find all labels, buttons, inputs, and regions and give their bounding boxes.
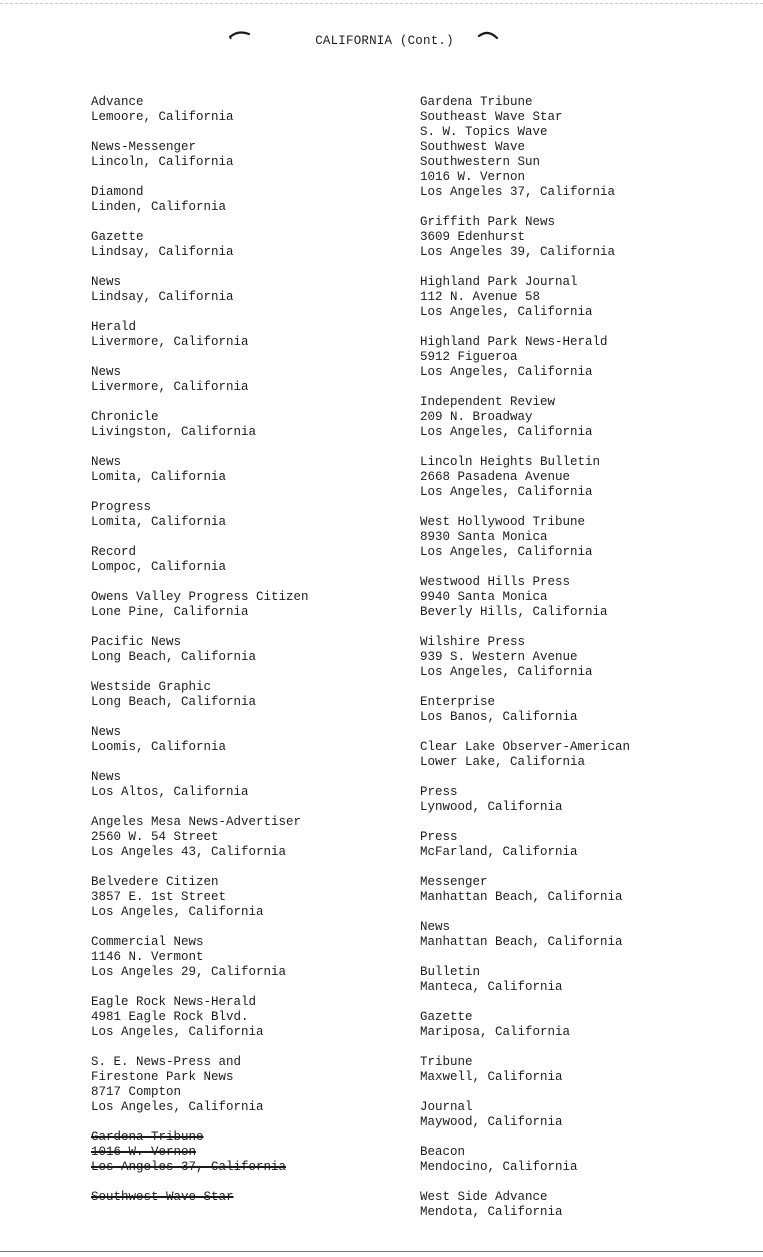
newspaper-name: News xyxy=(91,770,122,784)
address-line: Linden, California xyxy=(91,200,227,214)
left-column xyxy=(91,95,391,1220)
newspaper-entry xyxy=(420,1190,750,1220)
page-title: CALIFORNIA (Cont.) xyxy=(315,34,454,48)
newspaper-name: Gardena Tribune xyxy=(91,1130,204,1144)
newspaper-name: Highland Park Journal xyxy=(420,275,578,289)
address-line: 939 S. Western Avenue xyxy=(420,650,578,664)
newspaper-entry xyxy=(420,695,750,725)
newspaper-entry xyxy=(420,395,750,440)
address-line: Southwest Wave xyxy=(420,140,526,154)
address-line: Livermore, California xyxy=(91,335,249,349)
newspaper-entry xyxy=(420,635,750,680)
address-line: Beverly Hills, California xyxy=(420,605,608,619)
newspaper-name: News xyxy=(91,365,122,379)
newspaper-entry xyxy=(420,965,750,995)
newspaper-name: Record xyxy=(91,545,137,559)
address-line: Manteca, California xyxy=(420,980,563,994)
address-line: Firestone Park News xyxy=(91,1070,234,1084)
newspaper-name: Diamond xyxy=(91,185,144,199)
address-line: Manhattan Beach, California xyxy=(420,890,623,904)
address-line: Los Angeles, California xyxy=(420,485,593,499)
newspaper-name: Herald xyxy=(91,320,137,334)
address-line: Lindsay, California xyxy=(91,245,234,259)
newspaper-entry xyxy=(91,1130,391,1175)
address-line: 5912 Figueroa xyxy=(420,350,518,364)
newspaper-name: Wilshire Press xyxy=(420,635,526,649)
newspaper-entry xyxy=(91,140,391,170)
address-line: 209 N. Broadway xyxy=(420,410,533,424)
newspaper-name: Enterprise xyxy=(420,695,496,709)
bottom-edge-rule xyxy=(0,1251,763,1252)
newspaper-entry xyxy=(91,635,391,665)
newspaper-entry xyxy=(91,1190,391,1205)
newspaper-name: Commercial News xyxy=(91,935,204,949)
address-line: Livingston, California xyxy=(91,425,257,439)
newspaper-entry xyxy=(91,95,391,125)
newspaper-entry xyxy=(91,590,391,620)
newspaper-entry xyxy=(91,500,391,530)
newspaper-entry xyxy=(91,1055,391,1115)
newspaper-entry xyxy=(420,740,750,770)
address-line: Maywood, California xyxy=(420,1115,563,1129)
address-line: Long Beach, California xyxy=(91,695,257,709)
newspaper-entry xyxy=(420,95,750,200)
newspaper-name: News xyxy=(91,275,122,289)
address-line: Los Angeles, California xyxy=(91,905,264,919)
newspaper-name: West Hollywood Tribune xyxy=(420,515,586,529)
newspaper-name: Pacific News xyxy=(91,635,182,649)
newspaper-name: Press xyxy=(420,785,458,799)
newspaper-entry xyxy=(91,815,391,860)
address-line: Los Angeles, California xyxy=(420,365,593,379)
address-line: Lone Pine, California xyxy=(91,605,249,619)
right-column xyxy=(420,95,750,1235)
address-line: Los Angeles, California xyxy=(420,425,593,439)
address-line: Los Angeles, California xyxy=(420,545,593,559)
address-line: Lynwood, California xyxy=(420,800,563,814)
newspaper-name: Westside Graphic xyxy=(91,680,212,694)
newspaper-name: Bulletin xyxy=(420,965,481,979)
address-line: Lomita, California xyxy=(91,470,227,484)
newspaper-entry xyxy=(91,770,391,800)
newspaper-name: Gardena Tribune xyxy=(420,95,533,109)
address-line: Lomita, California xyxy=(91,515,227,529)
newspaper-name: Gazette xyxy=(420,1010,473,1024)
address-line: 1016 W. Vernon xyxy=(420,170,526,184)
newspaper-entry xyxy=(91,680,391,710)
address-line: Los Angeles 29, California xyxy=(91,965,287,979)
address-line: Lincoln, California xyxy=(91,155,234,169)
newspaper-entry xyxy=(420,215,750,260)
newspaper-name: West Side Advance xyxy=(420,1190,548,1204)
newspaper-entry xyxy=(91,995,391,1040)
newspaper-entry xyxy=(91,410,391,440)
newspaper-name: Lincoln Heights Bulletin xyxy=(420,455,601,469)
newspaper-entry xyxy=(91,545,391,575)
newspaper-entry xyxy=(420,1010,750,1040)
newspaper-entry xyxy=(91,275,391,305)
newspaper-entry xyxy=(91,230,391,260)
address-line: Los Angeles, California xyxy=(420,305,593,319)
address-line: Lemoore, California xyxy=(91,110,234,124)
address-line: Los Angeles, California xyxy=(91,1025,264,1039)
page-header xyxy=(0,34,763,48)
newspaper-entry xyxy=(420,875,750,905)
address-line: 9940 Santa Monica xyxy=(420,590,548,604)
newspaper-name: Tribune xyxy=(420,1055,473,1069)
newspaper-entry xyxy=(91,455,391,485)
newspaper-name: Progress xyxy=(91,500,152,514)
newspaper-name: News xyxy=(91,455,122,469)
address-line: 2560 W. 54 Street xyxy=(91,830,219,844)
newspaper-entry xyxy=(420,920,750,950)
newspaper-name: S. E. News-Press and xyxy=(91,1055,242,1069)
newspaper-name: Journal xyxy=(420,1100,473,1114)
newspaper-entry xyxy=(420,275,750,320)
address-line: Long Beach, California xyxy=(91,650,257,664)
address-line: Los Altos, California xyxy=(91,785,249,799)
newspaper-name: Chronicle xyxy=(91,410,159,424)
address-line: Loomis, California xyxy=(91,740,227,754)
newspaper-name: Independent Review xyxy=(420,395,556,409)
newspaper-entry xyxy=(420,455,750,500)
address-line: Lindsay, California xyxy=(91,290,234,304)
newspaper-entry xyxy=(420,1100,750,1130)
address-line: 3857 E. 1st Street xyxy=(91,890,227,904)
newspaper-name: Belvedere Citizen xyxy=(91,875,219,889)
newspaper-entry xyxy=(420,785,750,815)
address-line: Southwestern Sun xyxy=(420,155,541,169)
address-line: Maxwell, California xyxy=(420,1070,563,1084)
address-line: Mariposa, California xyxy=(420,1025,571,1039)
newspaper-name: News-Messenger xyxy=(91,140,197,154)
address-line: Manhattan Beach, California xyxy=(420,935,623,949)
address-line: Los Angeles 43, California xyxy=(91,845,287,859)
newspaper-name: News xyxy=(420,920,451,934)
newspaper-name: Eagle Rock News-Herald xyxy=(91,995,257,1009)
newspaper-entry xyxy=(420,335,750,380)
newspaper-entry xyxy=(420,575,750,620)
address-line: Southeast Wave Star xyxy=(420,110,563,124)
newspaper-name: Southwest Wave Star xyxy=(91,1190,234,1204)
newspaper-entry xyxy=(420,515,750,560)
address-line: McFarland, California xyxy=(420,845,578,859)
newspaper-name: Westwood Hills Press xyxy=(420,575,571,589)
newspaper-entry xyxy=(420,830,750,860)
address-line: Lower Lake, California xyxy=(420,755,586,769)
newspaper-name: Highland Park News-Herald xyxy=(420,335,608,349)
address-line: Los Angeles, California xyxy=(91,1100,264,1114)
address-line: 1016 W. Vernon xyxy=(91,1145,197,1159)
address-line: Los Angeles 37, California xyxy=(420,185,616,199)
newspaper-name: Press xyxy=(420,830,458,844)
newspaper-entry xyxy=(91,185,391,215)
address-line: Livermore, California xyxy=(91,380,249,394)
newspaper-name: Angeles Mesa News-Advertiser xyxy=(91,815,302,829)
address-line: Los Angeles 37, California xyxy=(91,1160,287,1174)
newspaper-name: News xyxy=(91,725,122,739)
address-line: Mendocino, California xyxy=(420,1160,578,1174)
address-line: Lompoc, California xyxy=(91,560,227,574)
address-line: 4981 Eagle Rock Blvd. xyxy=(91,1010,249,1024)
newspaper-entry xyxy=(91,725,391,755)
address-line: S. W. Topics Wave xyxy=(420,125,548,139)
newspaper-name: Beacon xyxy=(420,1145,466,1159)
address-line: 3609 Edenhurst xyxy=(420,230,526,244)
newspaper-entry xyxy=(91,935,391,980)
newspaper-name: Advance xyxy=(91,95,144,109)
newspaper-entry xyxy=(420,1145,750,1175)
address-line: Los Angeles 39, California xyxy=(420,245,616,259)
newspaper-name: Gazette xyxy=(91,230,144,244)
newspaper-name: Griffith Park News xyxy=(420,215,556,229)
top-edge-rule xyxy=(0,3,763,4)
address-line: 8930 Santa Monica xyxy=(420,530,548,544)
newspaper-name: Clear Lake Observer-American xyxy=(420,740,631,754)
newspaper-entry xyxy=(91,365,391,395)
newspaper-entry xyxy=(420,1055,750,1085)
newspaper-name: Messenger xyxy=(420,875,488,889)
newspaper-entry xyxy=(91,875,391,920)
address-line: 2668 Pasadena Avenue xyxy=(420,470,571,484)
address-line: 8717 Compton xyxy=(91,1085,182,1099)
address-line: 112 N. Avenue 58 xyxy=(420,290,541,304)
address-line: Mendota, California xyxy=(420,1205,563,1219)
address-line: Los Banos, California xyxy=(420,710,578,724)
newspaper-name: Owens Valley Progress Citizen xyxy=(91,590,309,604)
newspaper-entry xyxy=(91,320,391,350)
address-line: 1146 N. Vermont xyxy=(91,950,204,964)
address-line: Los Angeles, California xyxy=(420,665,593,679)
